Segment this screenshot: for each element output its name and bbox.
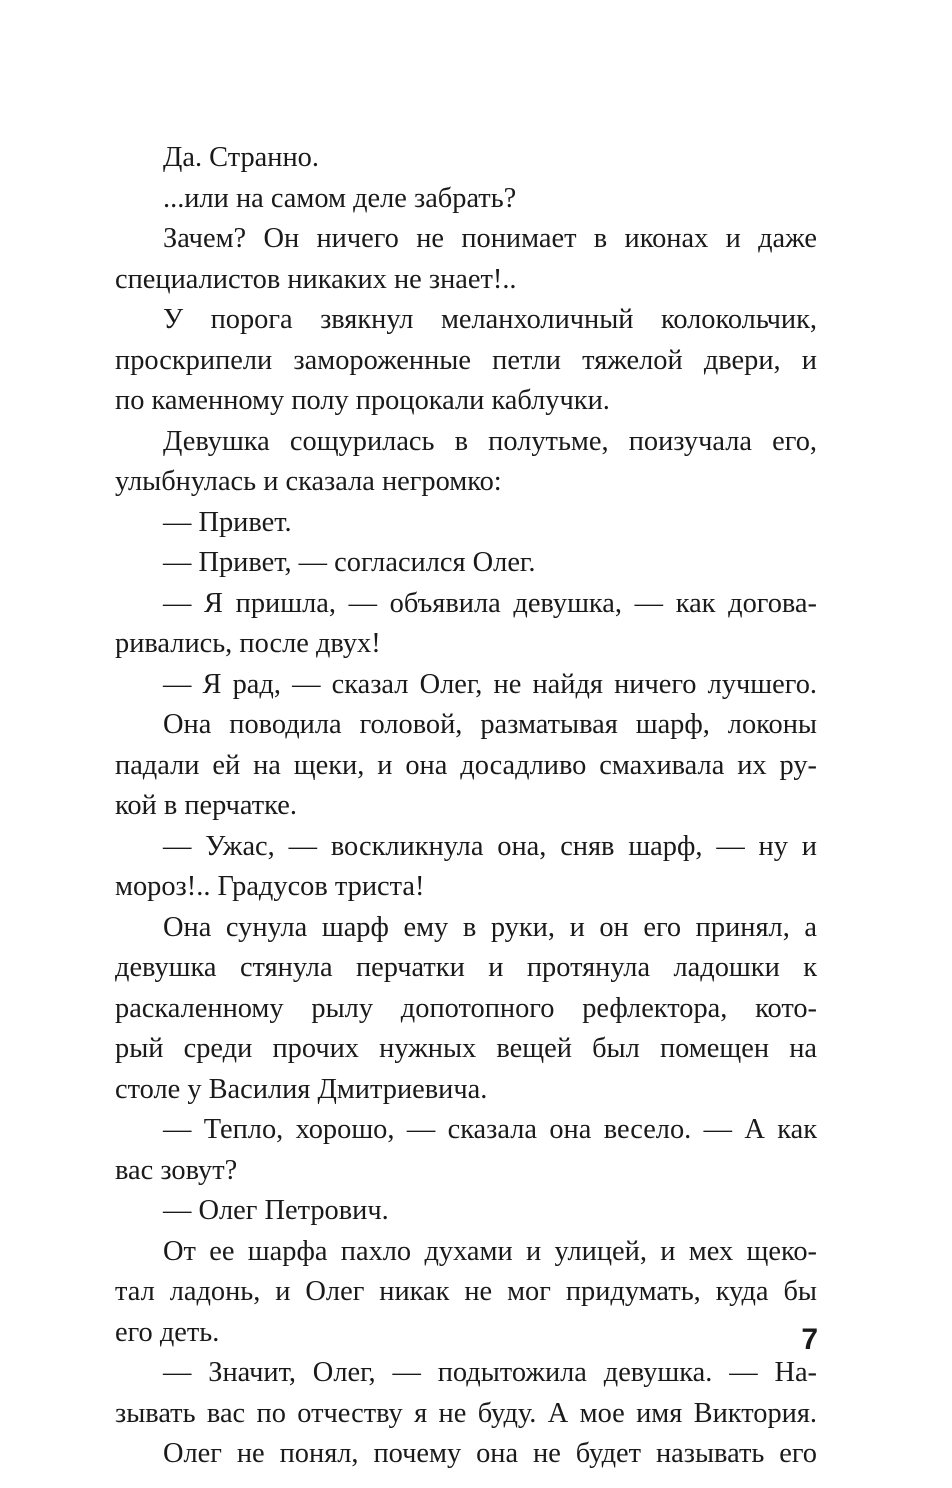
text-line: Олег не понял, почему она не будет называть его <box>163 1438 817 1469</box>
text-line: Зачем? Он ничего не понимает в иконах и даже <box>163 223 817 254</box>
text-line: раскаленному рылу допотопного рефлектора, кото- <box>115 992 817 1024</box>
text-line: Она сунула шарф ему в руки, и он его принял, а <box>163 911 817 943</box>
text-line: Она поводила головой, разматывая шарф, локоны <box>163 709 817 740</box>
text-line: специалистов никаких не знает!.. <box>115 263 517 295</box>
text-line: девушка стянула перчатки и протянула ладошки к <box>115 952 817 983</box>
text-line: — Я пришла, — объявила девушка, — как догова- <box>163 587 817 619</box>
text-line: ...или на самом деле забрать? <box>163 182 517 214</box>
text-line: тал ладонь, и Олег никак не мог придумать, куда бы <box>115 1276 817 1307</box>
text-line: — Я рад, — сказал Олег, не найдя ничего лучшего. <box>163 668 817 700</box>
text-line: рый среди прочих нужных вещей был помещен на <box>115 1033 817 1064</box>
text-line: У порога звякнул меланхоличный колокольчик, <box>163 304 817 335</box>
text-line: — Значит, Олег, — подытожила девушка. — На- <box>163 1357 817 1388</box>
text-line: — Олег Петрович. <box>163 1195 389 1226</box>
text-line: — Привет. <box>163 506 292 538</box>
text-line: кой в перчатке. <box>115 790 297 821</box>
text-line: — Тепло, хорошо, — сказала она весело. — А как <box>163 1114 817 1145</box>
body-text <box>115 138 817 1475</box>
text-line: его деть. <box>115 1316 220 1348</box>
text-line: вас зовут? <box>115 1154 238 1186</box>
text-line: Девушка сощурилась в полутьме, поизучала его, <box>163 425 817 457</box>
text-line: От ее шарфа пахло духами и улицей, и мех щеко- <box>163 1235 817 1267</box>
text-line: по каменному полу процокали каблучки. <box>115 385 610 416</box>
text-line: проскрипели замороженные петли тяжелой двери, и <box>115 344 817 376</box>
text-line: столе у Василия Дмитриевича. <box>115 1073 488 1105</box>
text-line: Да. Странно. <box>163 142 319 173</box>
text-line: ривались, после двух! <box>115 628 381 659</box>
page-number: 7 <box>801 1323 818 1356</box>
text-line: зывать вас по отчеству я не буду. А мое имя Виктория. <box>115 1397 817 1429</box>
text-line: улыбнулась и сказала негромко: <box>115 466 502 497</box>
text-line: падали ей на щеки, и она досадливо смахивала их ру- <box>115 749 817 781</box>
text-line: — Привет, — согласился Олег. <box>163 547 536 578</box>
text-line: — Ужас, — воскликнула она, сняв шарф, — ну и <box>163 830 817 862</box>
text-line: мороз!.. Градусов триста! <box>115 871 425 902</box>
